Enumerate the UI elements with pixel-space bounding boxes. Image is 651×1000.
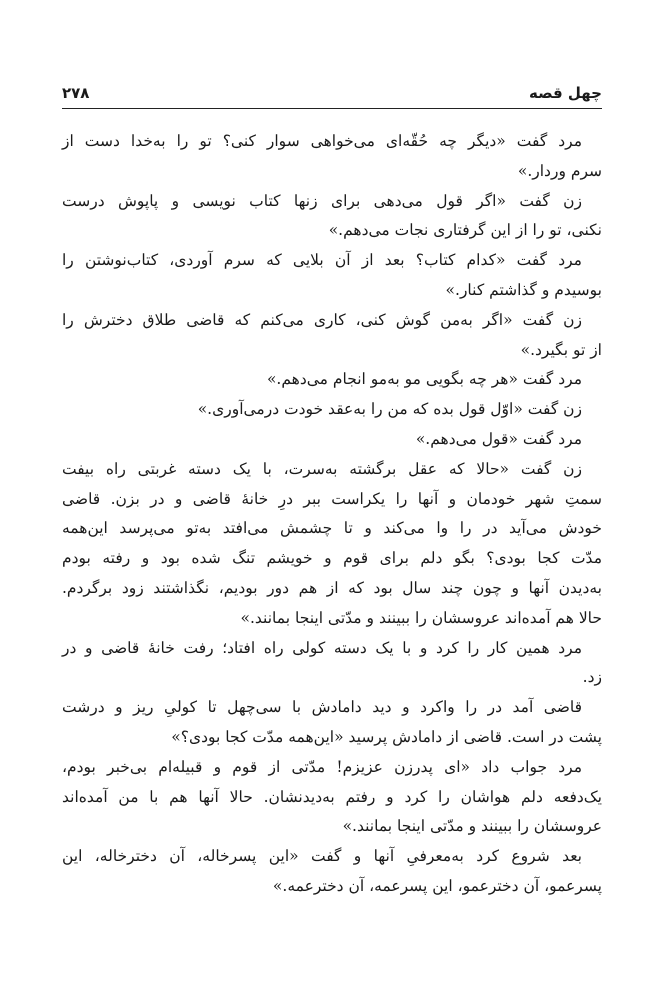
text-line: زن گفت «اوّل قول بده که من را به‌عقد خودت درمی‌آوری.»: [197, 400, 582, 419]
body-text: [62, 127, 602, 902]
text-line: خودش می‌آید در را وا می‌کند و تا چشمش می‌افتد به‌تو می‌پرسد این‌همه: [62, 519, 602, 538]
text-line: پسرعمو، آن دخترعمو، این پسرعمه، آن دخترعمه.»: [272, 876, 602, 895]
running-header: [62, 82, 602, 109]
text-line: به‌دیدن آنها و چون چند سال بود که از هم دور بودیم، نگذاشتند زود برگردم.: [62, 578, 602, 597]
text-line: قاضی آمد در را واکرد و دید دامادش با سی‌چهل تا کولیِ ریز و درشت: [62, 698, 582, 717]
text-line: از تو بگیرد.»: [520, 340, 602, 359]
book-title: چهل قصه: [528, 84, 602, 102]
text-line: نکنی، تو را از این گرفتاری نجات می‌دهم.»: [328, 221, 602, 240]
text-line: زد.: [582, 668, 602, 687]
text-line: مرد گفت «دیگر چه حُقّه‌ای می‌خواهی سوار کنی؟ تو را به‌خدا دست از: [62, 132, 582, 150]
text-line: زن گفت «اگر قول می‌دهی برای زنها کتاب نویسی و پاپوش درست: [62, 191, 582, 210]
text-line: بوسیدم و گذاشتم کنار.»: [445, 280, 602, 299]
text-line: مرد همین کار را کرد و با یک دسته کولی راه افتاد؛ رفت خانهٔ قاضی و در: [62, 638, 582, 657]
text-line: بعد شروع کرد به‌معرفیِ آنها و گفت «این پسرخاله، آن دخترخاله، این: [62, 847, 582, 866]
book-page: [62, 82, 602, 902]
text-line: پشت در است. قاضی از دامادش پرسید «این‌همه مدّت کجا بودی؟»: [171, 727, 602, 746]
text-line: مدّت کجا بودی؟ بگو دلم برای قوم و خویشم تنگ شده بود و رفته بودم: [62, 549, 602, 568]
text-line: مرد گفت «کدام کتاب؟ بعد از آن بلایی که سرم آوردی، کتاب‌نوشتن را: [62, 251, 582, 270]
text-line: یک‌دفعه دلم هواشان را کرد و رفتم به‌دیدنشان. حالا آنها هم با من آمده‌اند: [62, 787, 602, 806]
text-line: حالا هم آمده‌اند عروسشان را ببینند و مدّتی اینجا بمانند.»: [240, 608, 602, 627]
text-line: سمتِ شهر خودمان و آنها را یکراست ببر درِ خانهٔ قاضی و در بزن. قاضی: [62, 489, 602, 508]
text-line: عروسشان را ببینند و مدّتی اینجا بمانند.»: [342, 817, 602, 836]
text-line: زن گفت «اگر به‌من گوش کنی، کاری می‌کنم که قاضی طلاق دخترش را: [62, 310, 582, 329]
text-line: سرم وردار.»: [517, 161, 602, 180]
text-line: مرد گفت «قول می‌دهم.»: [415, 429, 582, 448]
text-line: مرد جواب داد «ای پدرزن عزیزم! مدّتی از قوم و قبیله‌ام بی‌خبر بودم،: [62, 757, 582, 776]
text-line: مرد گفت «هر چه بگویی مو به‌مو انجام می‌دهم.»: [266, 370, 582, 389]
text-line: زن گفت «حالا که عقل برگشته به‌سرت، با یک دسته غربتی راه بیفت: [62, 459, 582, 478]
page-number: ۲۷۸: [62, 84, 90, 102]
